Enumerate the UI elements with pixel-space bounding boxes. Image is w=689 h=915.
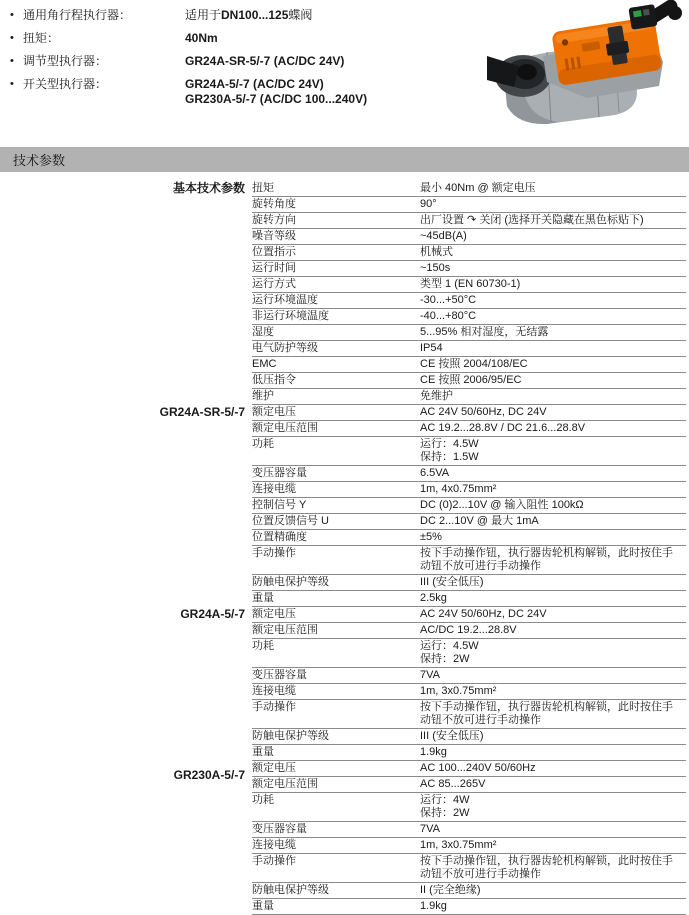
param-value-line: 7VA: [420, 823, 440, 835]
table-row: [252, 883, 686, 899]
bullet-icon: •: [10, 9, 14, 21]
bullet-icon: •: [10, 32, 14, 44]
param-value: [420, 326, 548, 340]
table-row: [252, 899, 686, 915]
spec-section: [172, 181, 686, 405]
param-value: [420, 230, 467, 244]
param-value-line: 保持：2W: [420, 807, 470, 819]
param-name: 扭矩: [252, 182, 274, 194]
table-row: [252, 181, 686, 197]
param-value: [420, 342, 443, 356]
technical-parameters-table: [159, 181, 686, 915]
summary-value-suffix: 蝶阀: [288, 8, 313, 22]
param-name: 额定电压范围: [252, 624, 318, 636]
param-name: EMC: [252, 358, 277, 370]
param-value-line: ~150s: [420, 262, 451, 274]
summary-label: 通用角行程执行器：: [23, 8, 132, 22]
table-row: [252, 546, 686, 575]
param-value: [420, 214, 644, 228]
param-value-line: 按下手动操作钮，执行器齿轮机构解锁，此时按住手: [420, 547, 673, 559]
table-row: [252, 373, 686, 389]
section-label: GR24A-SR-5/-7: [159, 405, 245, 419]
param-value-line: 运行：4.5W: [420, 438, 479, 450]
param-value-line: 保持：1.5W: [420, 451, 479, 463]
param-value: [420, 358, 528, 372]
spec-section: [159, 405, 686, 607]
param-value-line: 按下手动操作钮，执行器齿轮机构解锁，此时按住手: [420, 701, 673, 713]
table-row: [252, 325, 686, 341]
param-value-line: 5...95% 相对湿度，无结露: [420, 326, 549, 338]
table-row: [252, 639, 686, 668]
param-value-line: 按下手动操作钮，执行器齿轮机构解锁，此时按住手: [420, 855, 673, 867]
table-row: [252, 277, 686, 293]
param-value-line: 1m, 4x0.75mm²: [420, 483, 497, 495]
table-row: [252, 822, 686, 838]
param-value-line: IP54: [420, 342, 443, 354]
param-name: 手动操作: [252, 701, 296, 713]
param-name: 运行时间: [252, 262, 296, 274]
param-value: [420, 310, 476, 324]
summary-label: 调节型执行器：: [23, 54, 108, 68]
param-name: 湿度: [252, 326, 274, 338]
param-value: [420, 823, 440, 837]
param-value-line: III (安全低压): [420, 730, 484, 742]
table-row: [252, 684, 686, 700]
param-name: 功耗: [252, 794, 274, 806]
summary-value: [185, 8, 312, 23]
param-value: [420, 515, 539, 529]
param-name: 噪音等级: [252, 230, 296, 242]
param-name: 额定电压范围: [252, 778, 318, 790]
param-value: [420, 794, 470, 821]
table-row: [252, 341, 686, 357]
param-name: 运行方式: [252, 278, 296, 290]
summary-value-prefix: 适用于: [185, 8, 222, 22]
summary-value: [185, 77, 367, 107]
table-row: [252, 197, 686, 213]
param-name: 位置反馈信号 U: [252, 515, 329, 527]
param-value-line: 运行：4W: [420, 794, 470, 806]
param-value-line: CE 按照 2006/95/EC: [420, 374, 522, 386]
table-row: [252, 729, 686, 745]
table-row: [252, 607, 686, 623]
bullet-icon: •: [10, 78, 14, 90]
param-name: 功耗: [252, 640, 274, 652]
table-row: [252, 437, 686, 466]
table-row: [252, 357, 686, 373]
param-name: 变压器容量: [252, 669, 307, 681]
param-value-line: -40...+80°C: [420, 310, 477, 322]
param-name: 额定电压: [252, 608, 296, 620]
param-value: [420, 762, 536, 776]
param-value-line: -30...+50°C: [420, 294, 477, 306]
param-value-line: AC 24V 50/60Hz, DC 24V: [420, 406, 547, 418]
param-value: [420, 884, 481, 898]
summary-value: 40Nm: [185, 31, 218, 45]
summary-label: 扭矩：: [23, 31, 60, 45]
param-value-line: III (安全低压): [420, 576, 484, 588]
param-value: [420, 294, 476, 308]
param-value: [420, 406, 547, 420]
param-name: 电气防护等级: [252, 342, 318, 354]
param-value: [420, 576, 484, 590]
param-name: 防触电保护等级: [252, 730, 329, 742]
param-value: [420, 374, 522, 388]
section-title-bar: [0, 147, 689, 172]
param-name: 连接电缆: [252, 685, 296, 697]
param-name: 位置精确度: [252, 531, 307, 543]
table-row: [252, 261, 686, 277]
param-value-line: AC 24V 50/60Hz, DC 24V: [420, 608, 547, 620]
param-value-line: AC/DC 19.2...28.8V: [420, 624, 517, 636]
param-value-line: AC 19.2...28.8V / DC 21.6...28.8V: [420, 422, 586, 434]
table-row: [252, 229, 686, 245]
param-value-line: DC (0)2...10V @ 输入阻性 100kΩ: [420, 499, 584, 511]
param-name: 非运行环境温度: [252, 310, 329, 322]
param-name: 手动操作: [252, 855, 296, 867]
param-value-line: 1.9kg: [420, 900, 447, 912]
param-value-line: 动钮不放可进行手动操作: [420, 560, 541, 572]
param-value: [420, 438, 479, 465]
table-row: [252, 777, 686, 793]
table-row: [252, 530, 686, 546]
param-value: [420, 499, 584, 513]
table-row: [252, 293, 686, 309]
summary-value-bold: DN100...125: [221, 8, 289, 22]
param-value: [420, 855, 673, 882]
param-value-line: AC 85...265V: [420, 778, 486, 790]
param-value: [420, 900, 447, 914]
table-row: [252, 668, 686, 684]
param-name: 控制信号 Y: [252, 499, 307, 511]
table-row: [252, 466, 686, 482]
param-name: 运行环境温度: [252, 294, 318, 306]
param-value: [420, 608, 547, 622]
param-name: 旋转角度: [252, 198, 296, 210]
rotary-actuator-product-image: [487, 0, 687, 126]
param-value: [420, 278, 520, 292]
param-value-line: 最小 40Nm @ 额定电压: [420, 182, 536, 194]
param-value: [420, 669, 440, 683]
param-name: 防触电保护等级: [252, 576, 329, 588]
param-value-line: AC 100...240V 50/60Hz: [420, 762, 536, 774]
param-name: 重量: [252, 592, 274, 604]
param-value-line: 保持：2W: [420, 653, 470, 665]
param-name: 位置指示: [252, 246, 296, 258]
param-value: [420, 701, 673, 728]
section-label: GR24A-5/-7: [180, 607, 245, 621]
summary-label: 开关型执行器：: [23, 77, 108, 91]
param-value-line: 90°: [420, 198, 437, 210]
param-value-line: 6.5VA: [420, 467, 450, 479]
param-value: [420, 483, 496, 497]
param-value-line: 运行：4.5W: [420, 640, 479, 652]
param-value-line: CE 按照 2004/108/EC: [420, 358, 528, 370]
param-name: 重量: [252, 746, 274, 758]
table-row: [252, 514, 686, 530]
section-label: GR230A-5/-7: [173, 768, 245, 782]
param-value-line: 机械式: [420, 246, 453, 258]
param-name: 功耗: [252, 438, 274, 450]
table-row: [252, 245, 686, 261]
param-value-line: 类型 1 (EN 60730-1): [420, 278, 521, 290]
param-name: 额定电压: [252, 406, 296, 418]
param-value: [420, 730, 484, 744]
spec-section: [180, 607, 686, 761]
summary-value: GR24A-SR-5/-7 (AC/DC 24V): [185, 54, 345, 68]
table-row: [252, 745, 686, 761]
param-name: 低压指令: [252, 374, 296, 386]
param-value: [420, 182, 536, 196]
param-name: 变压器容量: [252, 823, 307, 835]
table-row: [252, 700, 686, 729]
section-title: 技术参数: [13, 153, 66, 168]
param-value: [420, 390, 453, 404]
table-row: [252, 421, 686, 437]
param-name: 重量: [252, 900, 274, 912]
param-value-line: 出厂设置 ↷ 关闭 (选择开关隐藏在黑色标贴下): [420, 214, 644, 226]
param-name: 变压器容量: [252, 467, 307, 479]
param-name: 旋转方向: [252, 214, 296, 226]
table-row: [252, 623, 686, 639]
param-value: [420, 624, 517, 638]
table-row: [252, 793, 686, 822]
param-name: 防触电保护等级: [252, 884, 329, 896]
param-name: 手动操作: [252, 547, 296, 559]
param-value-line: ~45dB(A): [420, 230, 467, 242]
bullet-icon: •: [10, 55, 14, 67]
table-row: [252, 309, 686, 325]
param-value: [420, 262, 450, 276]
param-value: [420, 246, 453, 260]
param-value-line: 2.5kg: [420, 592, 447, 604]
param-value: [420, 839, 496, 853]
param-value-line: 1m, 3x0.75mm²: [420, 839, 497, 851]
table-row: [252, 838, 686, 854]
param-value: [420, 422, 585, 436]
table-row: [252, 575, 686, 591]
table-row: [252, 405, 686, 421]
param-name: 连接电缆: [252, 483, 296, 495]
param-name: 额定电压范围: [252, 422, 318, 434]
summary-value-line: GR230A-5/-7 (AC/DC 100...240V): [185, 92, 368, 106]
param-name: 连接电缆: [252, 839, 296, 851]
param-name: 维护: [252, 390, 274, 402]
param-value: [420, 640, 479, 667]
param-value: [420, 746, 447, 760]
param-value-line: 1.9kg: [420, 746, 447, 758]
param-value: [420, 198, 437, 212]
spec-section: [173, 761, 686, 915]
param-value: [420, 531, 442, 545]
param-value-line: 7VA: [420, 669, 440, 681]
table-row: [252, 213, 686, 229]
param-name: 额定电压: [252, 762, 296, 774]
param-value-line: ±5%: [420, 531, 442, 543]
table-row: [252, 389, 686, 405]
param-value-line: 动钮不放可进行手动操作: [420, 868, 541, 880]
table-row: [252, 591, 686, 607]
param-value: [420, 592, 447, 606]
table-row: [252, 482, 686, 498]
table-row: [252, 498, 686, 514]
param-value-line: 1m, 3x0.75mm²: [420, 685, 497, 697]
summary-value-line: GR24A-5/-7 (AC/DC 24V): [185, 77, 324, 91]
section-label: 基本技术参数: [172, 181, 245, 195]
param-value: [420, 778, 485, 792]
param-value-line: 免维护: [420, 390, 453, 402]
param-value: [420, 547, 673, 574]
table-row: [252, 761, 686, 777]
param-value: [420, 467, 449, 481]
param-value: [420, 685, 496, 699]
summary-header: [0, 0, 689, 147]
param-value-line: II (完全绝缘): [420, 884, 481, 896]
param-value-line: 动钮不放可进行手动操作: [420, 714, 541, 726]
param-value-line: DC 2...10V @ 最大 1mA: [420, 515, 539, 527]
